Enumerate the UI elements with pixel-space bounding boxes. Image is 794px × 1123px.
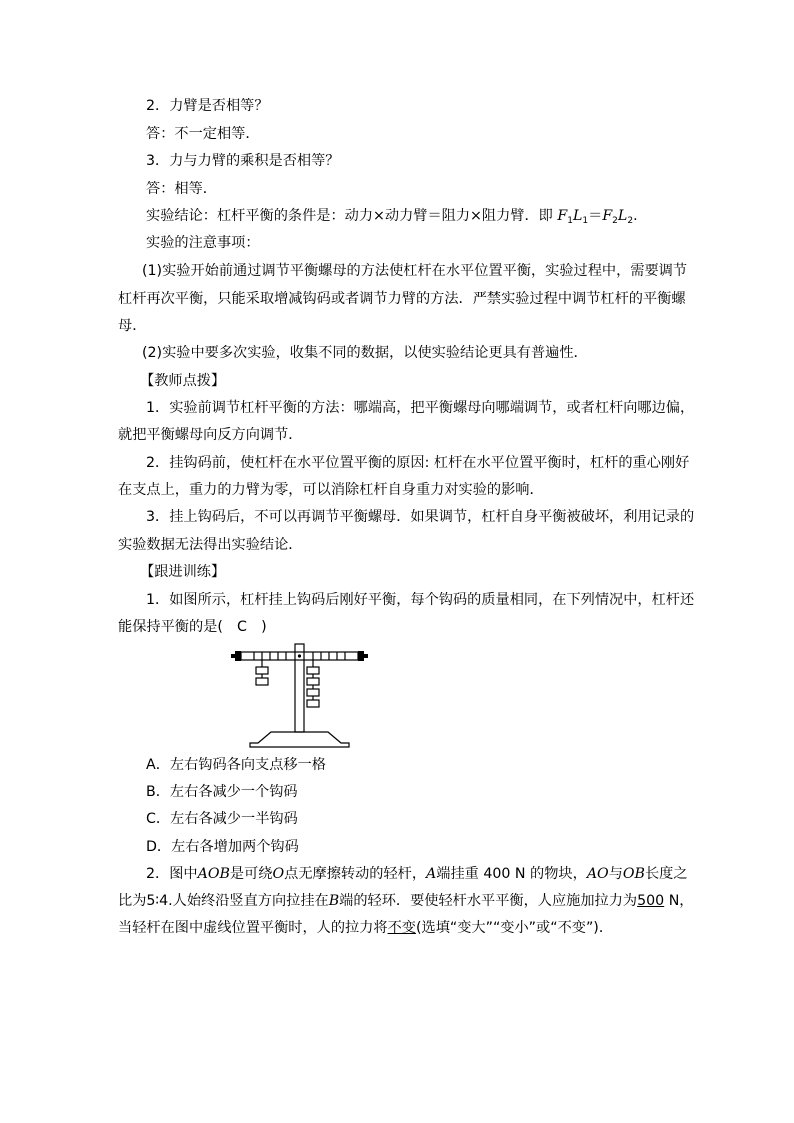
weight-block xyxy=(307,700,319,707)
stand-base xyxy=(250,732,349,747)
teacher-tips-heading: 【教师点拨】 xyxy=(140,373,226,389)
teacher-tip-line: 实验数据无法得出实验结论． xyxy=(118,537,303,553)
teacher-tip-line: 在支点上，重力的力臂为零，可以消除杠杆自身重力对实验的影响． xyxy=(118,482,544,498)
note-1-line: (1)实验开始前通过调节平衡螺母的方法使杠杆在水平位置平衡，实验过程中，需要调节 xyxy=(142,263,688,279)
teacher-tip-line: 1．实验前调节杠杆平衡的方法：哪端高，把平衡螺母向哪端调节，或者杠杆向哪边偏， xyxy=(146,400,695,416)
teacher-tip-line: 3．挂上钩码后，不可以再调节平衡螺母．如果调节，杠杆自身平衡被破坏，利用记录的 xyxy=(146,509,695,525)
practice-1-line: 1．如图所示，杠杆挂上钩码后刚好平衡，每个钩码的质量相同，在下列情况中，杠杆还 xyxy=(146,592,695,608)
answer-3: 答：相等． xyxy=(146,181,217,197)
weight-block xyxy=(256,678,268,685)
question-3: 3．力与力臂的乘积是否相等？ xyxy=(146,153,340,169)
pivot-point xyxy=(298,654,301,657)
practice-heading: 【跟进训练】 xyxy=(140,564,226,580)
answer-2: 答：不一定相等． xyxy=(146,126,260,142)
option-a: A．左右钩码各向支点移一格 xyxy=(146,757,326,773)
answer-blank: 500 xyxy=(637,893,665,909)
lever-diagram xyxy=(231,642,368,750)
answer-blank: 不变 xyxy=(387,920,416,936)
question-2: 2．力臂是否相等？ xyxy=(146,98,269,114)
note-1-line: 母． xyxy=(118,318,147,334)
balance-nut xyxy=(358,651,364,661)
note-2: (2)实验中要多次实验，收集不同的数据，以使实验结论更具有普遍性． xyxy=(142,345,588,361)
option-d: D．左右各增加两个钩码 xyxy=(146,839,299,855)
practice-1-line: 能保持平衡的是( C ) xyxy=(118,619,267,635)
experiment-conclusion: 实验结论：杠杆平衡的条件是：动力×动力臂＝阻力×阻力臂．即 $F_1L_1=F_2L_2$. xyxy=(146,208,638,226)
weight-block xyxy=(256,667,268,674)
option-c: C．左右各减少一半钩码 xyxy=(146,811,298,827)
practice-2-line: 当轻杆在图中虚线位置平衡时，人的拉力将不变(选填“变大”“变小”或“不变”)． xyxy=(118,920,614,936)
practice-2-line: 比为5∶4.人始终沿竖直方向拉挂在B端的轻环．要使轻杆水平平衡，人应施加拉力为500 N， xyxy=(118,893,694,909)
practice-2-line: 2．图中AOB是可绕O点无摩擦转动的轻杆，A端挂重 400 N 的物块，AO与OB长度之 xyxy=(146,866,688,882)
teacher-tip-line: 就把平衡螺母向反方向调节． xyxy=(118,427,303,443)
balance-nut xyxy=(235,651,241,661)
weight-block xyxy=(307,678,319,685)
teacher-tip-line: 2．挂钩码前，使杠杆在水平位置平衡的原因: 杠杆在水平位置平衡时，杠杆的重心刚好 xyxy=(146,455,690,471)
weight-block xyxy=(307,689,319,696)
weight-block xyxy=(307,667,319,674)
notes-title: 实验的注意事项： xyxy=(146,235,260,251)
note-1-line: 杠杆再次平衡，只能采取增减钩码或者调节力臂的方法．严禁实验过程中调节杠杆的平衡螺 xyxy=(118,291,686,307)
option-b: B．左右各减少一个钩码 xyxy=(146,784,298,800)
